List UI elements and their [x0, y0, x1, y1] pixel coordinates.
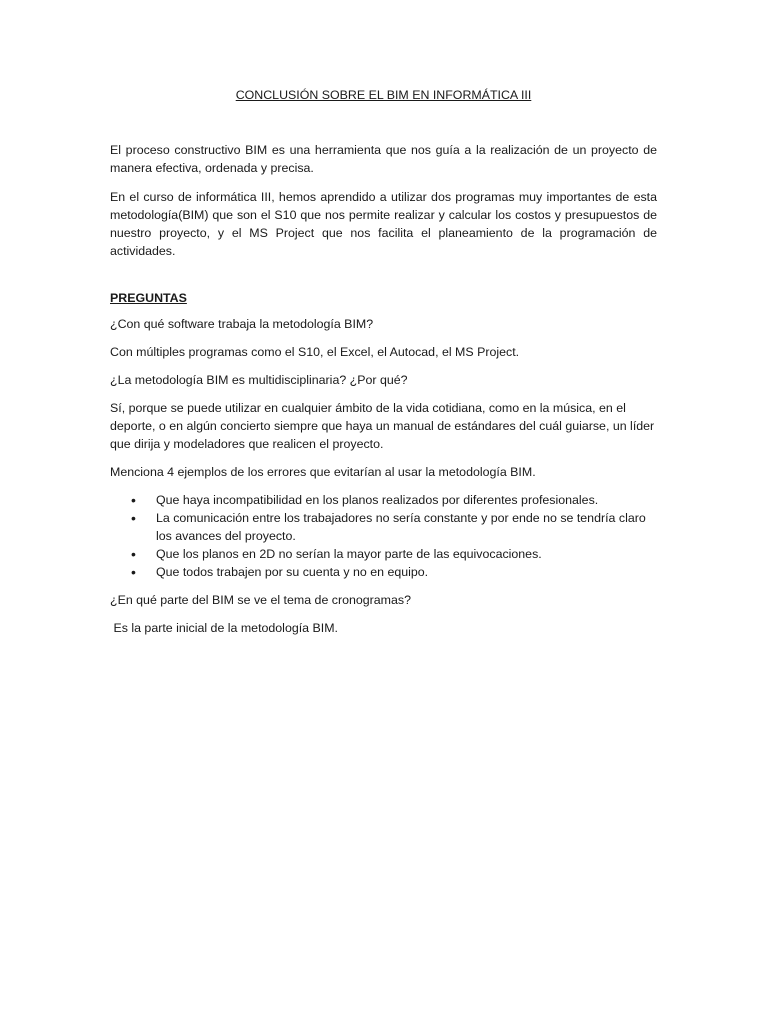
questions-heading: PREGUNTAS — [110, 291, 187, 305]
question-2: ¿La metodología BIM es multidisciplinaria? ¿Por qué? — [110, 373, 408, 387]
answer-1: Con múltiples programas como el S10, el Excel, el Autocad, el MS Project. — [110, 345, 520, 359]
list-item: • Que haya incompatibilidad en los planos realizados por diferentes profesionales. — [156, 491, 657, 509]
document-body — [110, 86, 657, 637]
document-title: CONCLUSIÓN SOBRE EL BIM EN INFORMÁTICA III — [235, 88, 532, 102]
errors-list — [110, 491, 657, 581]
question-3: Menciona 4 ejemplos de los errores que evitarían al usar la metodología BIM. — [110, 465, 536, 479]
question-4: ¿En qué parte del BIM se ve el tema de cronogramas? — [110, 593, 411, 607]
conclusion-paragraph-1: El proceso constructivo BIM es una herramienta que nos guía a la realización de un proyecto de manera efectiva, ordenada y precisa. — [110, 143, 657, 175]
answer-4: Es la parte inicial de la metodología BIM. — [110, 621, 338, 635]
question-1: ¿Con qué software trabaja la metodología BIM? — [110, 317, 374, 331]
conclusion-paragraph-2: En el curso de informática III, hemos aprendido a utilizar dos programas muy importantes de esta metodología(BIM) que son el S10 que nos permite realizar y calcular los costos y presupuestos de nuestro proyecto, y el MS Project que nos facilita el planeamiento de la programación de actividades. — [110, 190, 657, 258]
list-item: • La comunicación entre los trabajadores no sería constante y por ende no se tendría claro los avances del proyecto. — [156, 509, 657, 545]
list-item: • Que los planos en 2D no serían la mayor parte de las equivocaciones. — [156, 545, 657, 563]
list-item: • Que todos trabajen por su cuenta y no en equipo. — [156, 563, 657, 581]
answer-2: Sí, porque se puede utilizar en cualquier ámbito de la vida cotidiana, como en la música, en el deporte, o en algún concierto siempre que haya un manual de estándares del cuál guiarse, un líder que dirija y modeladores que realicen el proyecto. — [110, 401, 655, 451]
